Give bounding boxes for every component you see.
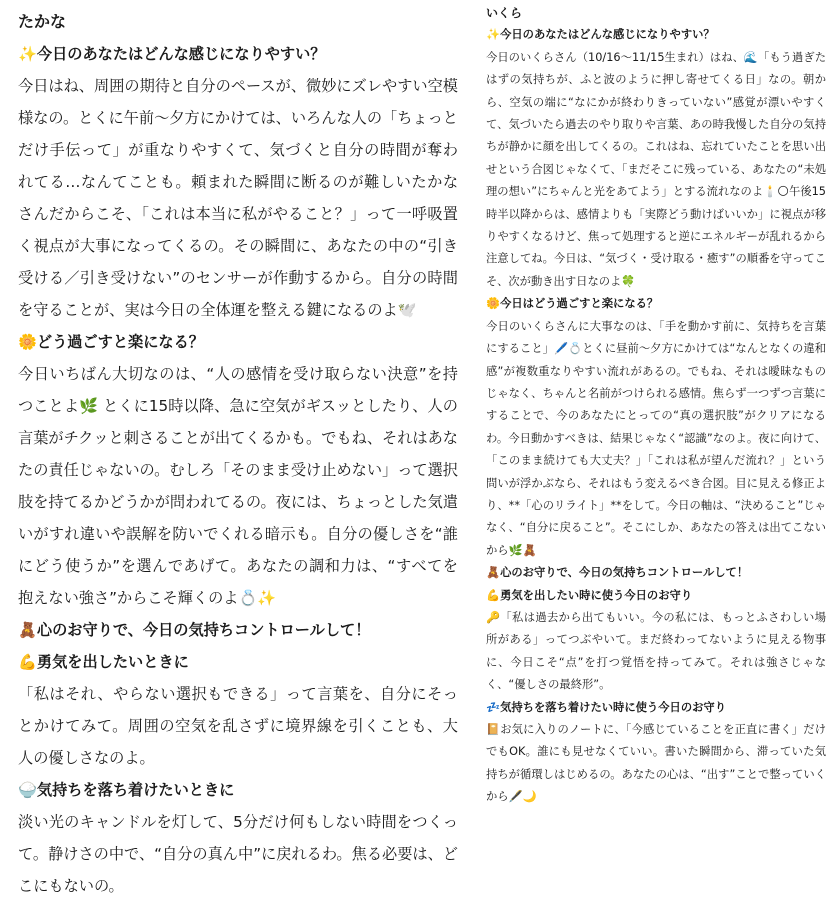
takana-heading-courage: 💪勇気を出したいときに [18,653,189,671]
takana-paragraph-courage: 「私はそれ、やらない選択もできる」って言葉を、自分にそっとかけてみて。周囲の空気を乱さずに境界線を引くことも、大人の優しさなのよ。 [18,685,458,767]
ikura-paragraph-calm: 📔お気に入りのノートに、「今感じていることを正直に書く」だけでもOK。誰にも見せなくていい。書いた瞬間から、滞っていた気持ちが循環しはじめるの。あなたの心は、“出す”ことで整っていくから🖋️🌙 [486,723,826,804]
ikura-heading-tendency: ✨今日のあなたはどんな感じになりやすい？ [486,28,715,42]
ikura-column [486,0,826,809]
takana-name: たかな [18,12,67,31]
ikura-paragraph-courage: 🔑「私は過去から出てもいい。今の私には、もっとふさわしい場所がある」ってつぶやいて。まだ終わってないように見える物事に、今日こそ“点”を打つ覚悟を持ってみて。それは強さじゃなく、“優しさの最終形”。 [486,610,826,692]
takana-paragraph-calm: 淡い光のキャンドルを灯して、5分だけ何もしない時間をつくって。静けさの中で、“自分の真ん中”に戻れるわ。焦る必要は、どこにもないの。 [18,813,458,895]
takana-heading-amulet: 🧸心のお守りで、今日の気持ちコントロールして！ [18,621,371,639]
ikura-paragraph-easy: 今日のいくらさんに大事なのは、「手を動かす前に、気持ちを言葉にすること」🖊️💍とくに昼前〜夕方にかけては“なんとなくの違和感”が複数重なりやすい流れがあるの。でもね、それは曖昧なものじゃなく、ちゃんと名前がつけられる感情。焦らず一つずつ言葉にすることで、今のあなたにとっての“真の選択肢”がクリアになるわ。今日動かすべきは、結果じゃなく“認識”なのよ。夜に向けて、「このまま続けても大丈夫？」「これは私が望んだ流れ？」という問いが浮かぶなら、それはもう変えるべき合図。目に見える修正より、**「心のリライト」**をして。今日の軸は、“決めること”じゃなく、“自分に戻ること”。そこにしか、あなたの答えは出てこないから🌿🧸 [486,319,826,557]
ikura-heading-courage: 💪勇気を出したい時に使う今日のお守り [486,588,693,602]
takana-heading-easy: 🌼どう過ごすと楽になる？ [18,333,204,351]
takana-heading-tendency: ✨今日のあなたはどんな感じになりやすい？ [18,45,326,63]
takana-paragraph-tendency: 今日はね、周囲の期待と自分のペースが、微妙にズレやすい空模様なの。とくに午前〜夕方にかけては、いろんな人の「ちょっとだけ手伝って」が重なりやすくて、気づくと自分の時間が奪われてる…なんてことも。頼まれた瞬間に断るのが難しいたかなさんだからこそ、「これは本当に私がやること？」って一呼吸置く視点が大事になってくるの。その瞬間に、あなたの中の“引き受ける／引き受けない”のセンサーが作動するから。自分の時間を守ることが、実は今日の全体運を整える鍵になるのよ🕊️ [18,77,458,319]
ikura-name: いくら [486,6,523,20]
takana-heading-calm: 🍚気持ちを落ち着けたいときに [18,781,235,799]
takana-column [18,0,458,902]
ikura-paragraph-tendency: 今日のいくらさん（10/16〜11/15生まれ）はね、🌊「もう過ぎたはずの気持ちが、ふと波のように押し寄せてくる日」なの。朝から、空気の端に“なにかが終わりきっていない”感覚が漂いやすくて、気づいたら過去のやり取りや言葉、あの時我慢した自分の気持ちが静かに顔を出してくるの。これはね、忘れていたことを思い出せという合図じゃなくて、「まだそこに残っている、あなたの“未処理の想い”にちゃんと光をあてよう」とする流れなのよ🕯️🌕午後15時半以降からは、感情よりも「実際どう動けばいいか」に視点が移りやすくなるけど、焦って処理すると逆にエネルギーが乱れるから注意してね。今日は、“気づく・受け取る・癒す”の順番を守ってこそ、次が動き出す日なのよ🍀 [486,50,826,288]
ikura-heading-amulet: 🧸心のお守りで、今日の気持ちコントロールして！ [486,566,749,580]
ikura-heading-easy: 🌼今日はどう過ごすと楽になる？ [486,297,659,311]
takana-paragraph-easy: 今日いちばん大切なのは、“人の感情を受け取らない決意”を持つことよ🌿 とくに15時以降、急に空気がギスッとしたり、人の言葉がチクッと刺さることが出てくるかも。でもね、それはあなたの責任じゃないの。むしろ「そのまま受け止めない」って選択肢を持てるかどうかが問われてるの。夜には、ちょっとした気遣いがすれ違いや誤解を防いでくれる暗示も。自分の優しさを“誰にどう使うか”を選んであげて。あなたの調和力は、“すべてを抱えない強さ”からこそ輝くのよ💍✨ [18,365,458,607]
ikura-heading-calm: 💤気持ちを落ち着けたい時に使う今日のお守り [486,700,727,714]
